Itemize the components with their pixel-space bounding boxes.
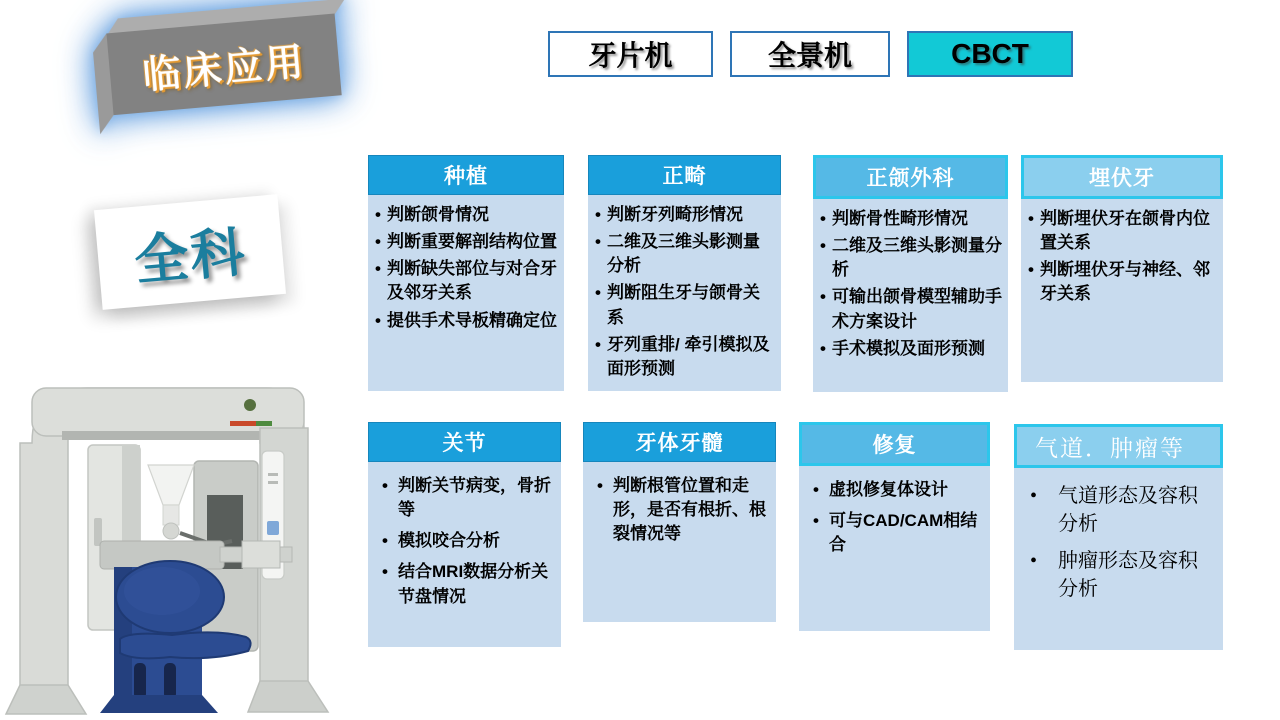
card-impacted-teeth-title: 埋伏牙 <box>1089 167 1155 190</box>
bullet-item: • 肿瘤形态及容积分析 <box>1022 547 1217 603</box>
bullet-item: • 判断颌骨情况 <box>374 203 558 227</box>
card-implant <box>368 155 564 391</box>
bullet-item: • 虚拟修复体设计 <box>809 478 982 502</box>
bullet-item: • 判断根管位置和走形，是否有根折、根裂情况等 <box>593 474 768 546</box>
card-restoration <box>799 422 990 631</box>
card-restoration-title: 修复 <box>872 434 917 457</box>
card-impacted-teeth-list <box>1021 199 1223 382</box>
card-orthognathic-surgery <box>813 155 1008 392</box>
bullet-item: • 判断牙列畸形情况 <box>594 203 775 227</box>
card-impacted-teeth-header <box>1021 155 1223 199</box>
bullet-item: • 二维及三维头影测量分析 <box>594 230 775 278</box>
card-implant-header <box>368 155 564 195</box>
bullet-item: • 判断骨性畸形情况 <box>819 207 1002 231</box>
tab-panoramic-machine[interactable]: 全景机 <box>730 31 890 77</box>
card-joint-title: 关节 <box>442 432 487 455</box>
card-joint <box>368 422 561 647</box>
card-endodontics-header <box>583 422 776 462</box>
card-restoration-header <box>799 422 990 466</box>
card-orthodontics <box>588 155 781 391</box>
bullet-item: • 可输出颌骨模型辅助手术方案设计 <box>819 285 1002 333</box>
card-orthodontics-list <box>588 195 781 391</box>
card-orthognathic-surgery-title: 正颌外科 <box>866 167 955 190</box>
card-impacted-teeth <box>1021 155 1223 382</box>
card-restoration-list <box>799 466 990 631</box>
card-orthodontics-header <box>588 155 781 195</box>
bullet-item: • 判断埋伏牙在颌骨内位置关系 <box>1027 207 1217 255</box>
card-joint-list <box>368 462 561 647</box>
tab-dental-film-machine[interactable]: 牙片机 <box>548 31 713 77</box>
bullet-item: • 判断缺失部位与对合牙及邻牙关系 <box>374 257 558 305</box>
card-airway-tumor-title: 气道．肿瘤等 <box>1035 435 1185 461</box>
card-joint-header <box>368 422 561 462</box>
device-tabs <box>548 31 1073 77</box>
bullet-item: • 模拟咬合分析 <box>378 529 553 553</box>
card-orthognathic-surgery-list <box>813 199 1008 392</box>
bullet-item: • 手术模拟及面形预测 <box>819 337 1002 361</box>
bullet-item: • 牙列重排/ 牵引模拟及面形预测 <box>594 333 775 381</box>
bullet-item: • 气道形态及容积分析 <box>1022 482 1217 538</box>
bullet-item: • 提供手术导板精确定位 <box>374 309 558 333</box>
card-endodontics-list <box>583 462 776 622</box>
card-implant-title: 种植 <box>444 165 488 188</box>
card-implant-list <box>368 195 564 391</box>
cbct-machine-image <box>2 333 338 719</box>
card-endodontics-title: 牙体牙髓 <box>635 432 724 455</box>
bullet-item: • 结合MRI数据分析关节盘情况 <box>378 560 553 608</box>
card-airway-tumor-header <box>1014 424 1223 468</box>
bullet-item: • 二维及三维头影测量分析 <box>819 234 1002 282</box>
card-orthognathic-surgery-header <box>813 155 1008 199</box>
card-airway-tumor-list <box>1014 468 1223 650</box>
tab-cbct[interactable]: CBCT <box>907 31 1073 77</box>
page-title: 临床应用 <box>140 40 308 97</box>
bullet-item: • 判断重要解剖结构位置 <box>374 230 558 254</box>
title-plate <box>90 0 341 116</box>
category-card <box>94 194 286 310</box>
bullet-item: • 可与CAD/CAM相结合 <box>809 509 982 557</box>
card-airway-tumor <box>1014 424 1223 650</box>
bullet-item: • 判断埋伏牙与神经、邻牙关系 <box>1027 258 1217 306</box>
card-endodontics <box>583 422 776 622</box>
bullet-item: • 判断阻生牙与颌骨关系 <box>594 281 775 329</box>
category-label: 全科 <box>131 221 249 292</box>
bullet-item: • 判断关节病变，骨折等 <box>378 474 553 522</box>
card-orthodontics-title: 正畸 <box>662 165 707 188</box>
